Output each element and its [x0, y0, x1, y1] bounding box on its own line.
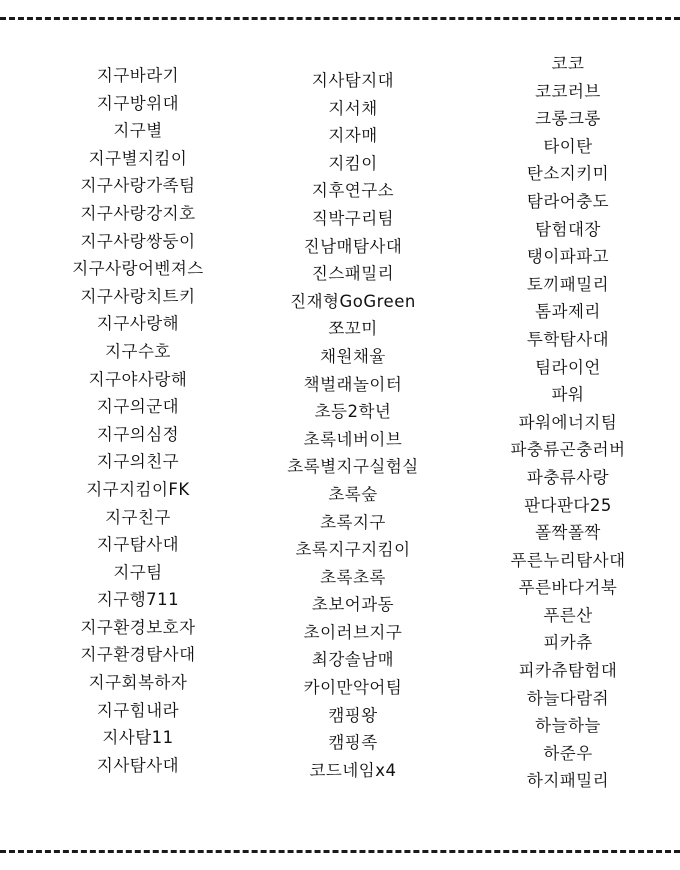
team-name: 지구사랑치트키 — [80, 286, 196, 306]
team-name: 지구별 — [113, 121, 163, 141]
team-name: 지구사랑쌍둥이 — [80, 231, 196, 251]
team-name: 초록네버이브 — [303, 429, 403, 449]
team-name: 지구야사랑해 — [88, 369, 188, 389]
team-name: 지구의친구 — [96, 452, 180, 472]
team-name: 탐라어충도 — [526, 191, 610, 211]
team-name: 투학탐사대 — [526, 329, 610, 349]
team-name: 직박구리팀 — [311, 208, 395, 228]
team-name: 폴짝폴짝 — [535, 523, 601, 543]
team-name: 진스패밀리 — [311, 264, 395, 284]
team-name: 하늘다람쥐 — [526, 688, 610, 708]
team-name: 책벌래놀이터 — [303, 374, 403, 394]
team-name: 지구친구 — [105, 507, 171, 527]
team-name: 코드네임x4 — [309, 760, 397, 780]
team-name: 타이탄 — [543, 136, 593, 156]
team-name: 초록숲 — [328, 484, 378, 504]
team-name: 지구지킴이FK — [86, 479, 190, 499]
team-name: 크롱크롱 — [535, 109, 601, 129]
team-name: 초록초록 — [320, 567, 386, 587]
team-name: 지구행711 — [96, 590, 180, 610]
team-name-column-2 — [255, 67, 451, 784]
team-name: 최강솔남매 — [311, 650, 395, 670]
team-name: 피카츄탐험대 — [518, 661, 618, 681]
team-name: 하준우 — [543, 743, 593, 763]
team-name: 파워에너지팀 — [518, 412, 618, 432]
team-name: 파충류곤충러버 — [510, 440, 626, 460]
team-name: 캠핑족 — [328, 733, 378, 753]
team-name: 하지패밀리 — [526, 771, 610, 791]
team-name: 초등2학년 — [314, 402, 392, 422]
team-name: 지구의심정 — [96, 424, 180, 444]
team-name: 쪼꼬미 — [328, 319, 378, 339]
team-name: 푸른바다거북 — [518, 578, 618, 598]
team-name: 지구힘내라 — [96, 700, 180, 720]
team-name: 지구수호 — [105, 341, 171, 361]
team-name: 지구별지킴이 — [88, 148, 188, 168]
top-dashed-divider — [0, 17, 680, 20]
team-name: 코코러브 — [535, 81, 601, 101]
team-name: 탐험대장 — [535, 219, 601, 239]
team-name: 채원채율 — [320, 346, 386, 366]
team-name: 지구사랑해 — [96, 314, 180, 334]
team-name: 톰과제리 — [535, 302, 601, 322]
team-name: 지구환경보호자 — [80, 617, 196, 637]
team-name: 초이러브지구 — [303, 622, 403, 642]
team-name: 지구팀 — [113, 562, 163, 582]
team-name: 지구의군대 — [96, 397, 180, 417]
team-name: 파워 — [551, 385, 585, 405]
team-name: 탱이파파고 — [526, 247, 610, 267]
team-name: 판다판다25 — [524, 495, 612, 515]
team-name-column-1 — [40, 62, 236, 779]
team-name: 초보어과동 — [311, 595, 395, 615]
team-name: 지사탐사대 — [96, 755, 180, 775]
team-name: 지사탐11 — [102, 728, 174, 748]
team-name: 지구사랑어벤져스 — [72, 259, 204, 279]
team-name: 초록지구지킴이 — [295, 540, 411, 560]
team-name: 지구바라기 — [96, 66, 180, 85]
team-name: 토끼패밀리 — [526, 274, 610, 294]
team-name: 지구방위대 — [96, 93, 180, 113]
team-name: 지구사랑강지호 — [80, 203, 196, 223]
team-name: 파충류사랑 — [526, 467, 610, 487]
team-name: 피카츄 — [543, 633, 593, 653]
team-name: 지구탐사대 — [96, 535, 180, 555]
team-name: 푸른누리탐사대 — [510, 550, 626, 570]
team-name: 지후연구소 — [311, 181, 395, 201]
team-name: 지자매 — [328, 126, 378, 146]
team-name: 탄소지키미 — [526, 164, 610, 184]
team-name: 지구사랑가족팀 — [80, 176, 196, 196]
team-name: 코코 — [551, 54, 585, 73]
team-name: 지킴이 — [328, 153, 378, 173]
team-name: 푸른산 — [543, 605, 593, 625]
team-name: 지구회복하자 — [88, 673, 188, 693]
team-name: 지구환경탐사대 — [80, 645, 196, 665]
team-name: 하늘하늘 — [535, 716, 601, 736]
team-name: 지서채 — [328, 98, 378, 118]
team-name: 초록별지구실험실 — [287, 457, 419, 477]
team-name: 카이만악어팀 — [303, 678, 403, 698]
team-name: 지사탐지대 — [311, 71, 395, 90]
bottom-dashed-divider — [0, 850, 680, 853]
team-name: 초록지구 — [320, 512, 386, 532]
team-name: 팀라이언 — [535, 357, 601, 377]
team-name: 진재형GoGreen — [290, 291, 416, 311]
team-name-column-3 — [470, 50, 666, 795]
team-name: 진남매탐사대 — [303, 236, 403, 256]
team-name: 캠핑왕 — [328, 705, 378, 725]
